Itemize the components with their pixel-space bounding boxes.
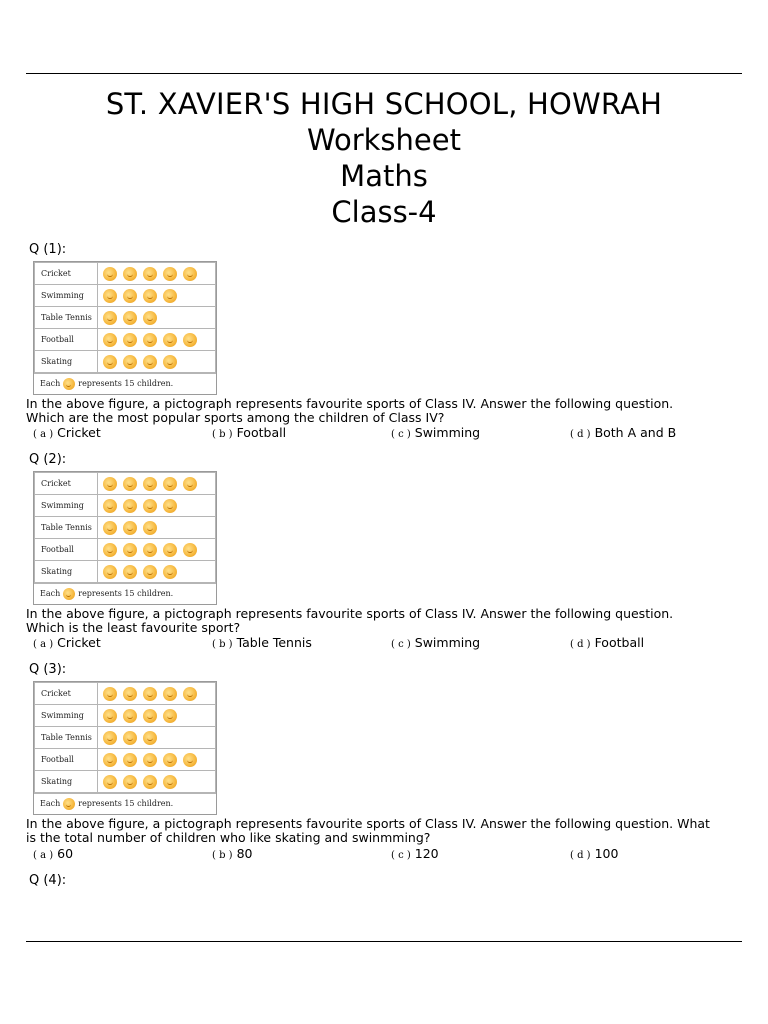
question-text — [26, 607, 746, 635]
smiley-face-icon — [123, 267, 137, 281]
question-text-line: Which is the least favourite sport? — [26, 620, 241, 635]
sport-name: Skating — [35, 351, 98, 373]
sport-icons — [98, 473, 216, 495]
smiley-face-icon — [143, 731, 157, 745]
smiley-face-icon — [103, 267, 117, 281]
smiley-face-icon — [123, 311, 137, 325]
sport-icons — [98, 705, 216, 727]
option-mark: ( a ) — [33, 429, 54, 440]
question-text-line: Which are the most popular sports among the children of Class IV? — [26, 410, 445, 425]
pictograph-row — [35, 329, 216, 351]
option-mark: ( d ) — [570, 639, 591, 650]
smiley-face-icon — [163, 709, 177, 723]
key-prefix: Each — [40, 589, 61, 598]
option-a[interactable] — [33, 425, 101, 440]
smiley-face-icon — [183, 267, 197, 281]
option-b[interactable] — [212, 635, 312, 650]
question-text — [26, 397, 746, 425]
smiley-face-icon — [143, 709, 157, 723]
question-text — [26, 817, 746, 845]
smiley-face-icon — [143, 333, 157, 347]
question-text-line: is the total number of children who like skating and swinmming? — [26, 830, 431, 845]
smiley-face-icon — [143, 521, 157, 535]
key-suffix: represents 15 children. — [78, 799, 174, 808]
sport-icons — [98, 329, 216, 351]
pictograph — [33, 261, 217, 395]
smiley-face-icon — [163, 753, 177, 767]
sport-name: Skating — [35, 561, 98, 583]
pictograph-row — [35, 473, 216, 495]
key-suffix: represents 15 children. — [78, 379, 174, 388]
pictograph-row — [35, 517, 216, 539]
smiley-face-icon — [103, 565, 117, 579]
smiley-face-icon — [103, 709, 117, 723]
smiley-face-icon — [103, 289, 117, 303]
pictograph — [33, 471, 217, 605]
bottom-rule — [26, 941, 742, 942]
sport-icons — [98, 539, 216, 561]
smiley-face-icon — [183, 753, 197, 767]
smiley-face-icon — [103, 731, 117, 745]
sport-icons — [98, 351, 216, 373]
sport-icons — [98, 727, 216, 749]
sport-name: Cricket — [35, 263, 98, 285]
smiley-face-icon — [123, 355, 137, 369]
pictograph-row — [35, 263, 216, 285]
question-text-line: In the above figure, a pictograph represents favourite sports of Class IV. Answer the following question. — [26, 606, 674, 621]
option-mark: ( b ) — [212, 639, 233, 650]
smiley-face-icon — [63, 588, 75, 600]
smiley-face-icon — [123, 731, 137, 745]
option-c[interactable] — [391, 635, 480, 650]
smiley-face-icon — [143, 267, 157, 281]
option-mark: ( c ) — [391, 639, 411, 650]
smiley-face-icon — [123, 477, 137, 491]
option-c[interactable] — [391, 846, 439, 861]
option-d[interactable] — [570, 425, 676, 440]
pictograph-key — [34, 793, 216, 814]
pictograph-row — [35, 727, 216, 749]
sport-name: Football — [35, 329, 98, 351]
option-c[interactable] — [391, 425, 480, 440]
option-mark: ( c ) — [391, 850, 411, 861]
smiley-face-icon — [143, 543, 157, 557]
key-prefix: Each — [40, 799, 61, 808]
option-b[interactable] — [212, 425, 286, 440]
sport-name: Cricket — [35, 683, 98, 705]
option-text: Swimming — [414, 635, 481, 650]
pictograph-table — [34, 262, 216, 373]
pictograph-row — [35, 495, 216, 517]
smiley-face-icon — [163, 477, 177, 491]
smiley-face-icon — [143, 565, 157, 579]
option-mark: ( a ) — [33, 850, 54, 861]
smiley-face-icon — [183, 543, 197, 557]
sport-name: Table Tennis — [35, 727, 98, 749]
worksheet-title: Worksheet — [307, 123, 461, 157]
option-text: Both A and B — [594, 425, 677, 440]
option-text: Table Tennis — [236, 635, 312, 650]
smiley-face-icon — [103, 477, 117, 491]
sport-icons — [98, 771, 216, 793]
option-mark: ( b ) — [212, 429, 233, 440]
option-a[interactable] — [33, 846, 73, 861]
smiley-face-icon — [143, 311, 157, 325]
option-text: Cricket — [57, 425, 101, 440]
smiley-face-icon — [143, 775, 157, 789]
smiley-face-icon — [103, 543, 117, 557]
smiley-face-icon — [123, 687, 137, 701]
option-mark: ( c ) — [391, 429, 411, 440]
smiley-face-icon — [163, 687, 177, 701]
option-a[interactable] — [33, 635, 101, 650]
sport-name: Skating — [35, 771, 98, 793]
smiley-face-icon — [123, 333, 137, 347]
option-text: Football — [236, 425, 287, 440]
pictograph-row — [35, 683, 216, 705]
sport-icons — [98, 263, 216, 285]
option-mark: ( d ) — [570, 850, 591, 861]
option-mark: ( a ) — [33, 639, 54, 650]
smiley-face-icon — [163, 543, 177, 557]
pictograph-row — [35, 285, 216, 307]
question-text-line: In the above figure, a pictograph represents favourite sports of Class IV. Answer the following question. What — [26, 816, 710, 831]
sport-icons — [98, 561, 216, 583]
pictograph-row — [35, 749, 216, 771]
sport-name: Swimming — [35, 285, 98, 307]
option-text: Football — [594, 635, 645, 650]
sport-icons — [98, 683, 216, 705]
smiley-face-icon — [103, 521, 117, 535]
pictograph-row — [35, 705, 216, 727]
smiley-face-icon — [143, 355, 157, 369]
smiley-face-icon — [143, 687, 157, 701]
smiley-face-icon — [123, 753, 137, 767]
smiley-face-icon — [103, 355, 117, 369]
pictograph-row — [35, 351, 216, 373]
sport-name: Table Tennis — [35, 517, 98, 539]
smiley-face-icon — [63, 798, 75, 810]
key-prefix: Each — [40, 379, 61, 388]
smiley-face-icon — [163, 289, 177, 303]
pictograph-row — [35, 307, 216, 329]
smiley-face-icon — [123, 289, 137, 303]
smiley-face-icon — [103, 333, 117, 347]
smiley-face-icon — [143, 289, 157, 303]
smiley-face-icon — [123, 709, 137, 723]
smiley-face-icon — [143, 753, 157, 767]
option-text: 80 — [236, 846, 253, 861]
pictograph-key — [34, 373, 216, 394]
smiley-face-icon — [163, 355, 177, 369]
smiley-face-icon — [103, 775, 117, 789]
smiley-face-icon — [183, 477, 197, 491]
smiley-face-icon — [123, 775, 137, 789]
key-suffix: represents 15 children. — [78, 589, 174, 598]
sport-icons — [98, 495, 216, 517]
smiley-face-icon — [123, 521, 137, 535]
sport-icons — [98, 285, 216, 307]
worksheet-header — [0, 86, 768, 230]
sport-name: Cricket — [35, 473, 98, 495]
pictograph-row — [35, 771, 216, 793]
sport-name: Swimming — [35, 705, 98, 727]
pictograph-table — [34, 682, 216, 793]
option-b[interactable] — [212, 846, 252, 861]
option-text: 100 — [594, 846, 619, 861]
pictograph — [33, 681, 217, 815]
class-title: Class-4 — [331, 195, 437, 229]
pictograph-key — [34, 583, 216, 604]
pictograph-row — [35, 561, 216, 583]
smiley-face-icon — [143, 499, 157, 513]
option-d[interactable] — [570, 635, 644, 650]
option-mark: ( b ) — [212, 850, 233, 861]
sport-icons — [98, 307, 216, 329]
school-name: ST. XAVIER'S HIGH SCHOOL, HOWRAH — [105, 87, 663, 121]
pictograph-table — [34, 472, 216, 583]
smiley-face-icon — [183, 333, 197, 347]
top-rule — [26, 73, 742, 74]
option-text: 120 — [414, 846, 439, 861]
question-label: Q (3): — [29, 662, 67, 677]
option-mark: ( d ) — [570, 429, 591, 440]
sport-name: Football — [35, 749, 98, 771]
sport-name: Swimming — [35, 495, 98, 517]
sport-name: Table Tennis — [35, 307, 98, 329]
smiley-face-icon — [163, 565, 177, 579]
question-label: Q (4): — [29, 873, 67, 888]
smiley-face-icon — [163, 267, 177, 281]
smiley-face-icon — [103, 753, 117, 767]
sport-icons — [98, 749, 216, 771]
smiley-face-icon — [103, 499, 117, 513]
option-text: Cricket — [57, 635, 101, 650]
smiley-face-icon — [103, 687, 117, 701]
smiley-face-icon — [63, 378, 75, 390]
pictograph-row — [35, 539, 216, 561]
sport-icons — [98, 517, 216, 539]
sport-name: Football — [35, 539, 98, 561]
subject-title: Maths — [340, 159, 428, 193]
smiley-face-icon — [123, 499, 137, 513]
smiley-face-icon — [163, 775, 177, 789]
question-text-line: In the above figure, a pictograph represents favourite sports of Class IV. Answer the following question. — [26, 396, 674, 411]
question-label: Q (1): — [29, 242, 67, 257]
smiley-face-icon — [123, 543, 137, 557]
smiley-face-icon — [163, 333, 177, 347]
smiley-face-icon — [143, 477, 157, 491]
smiley-face-icon — [163, 499, 177, 513]
option-text: Swimming — [414, 425, 481, 440]
smiley-face-icon — [123, 565, 137, 579]
smiley-face-icon — [103, 311, 117, 325]
option-d[interactable] — [570, 846, 618, 861]
smiley-face-icon — [183, 687, 197, 701]
question-label: Q (2): — [29, 452, 67, 467]
option-text: 60 — [57, 846, 74, 861]
